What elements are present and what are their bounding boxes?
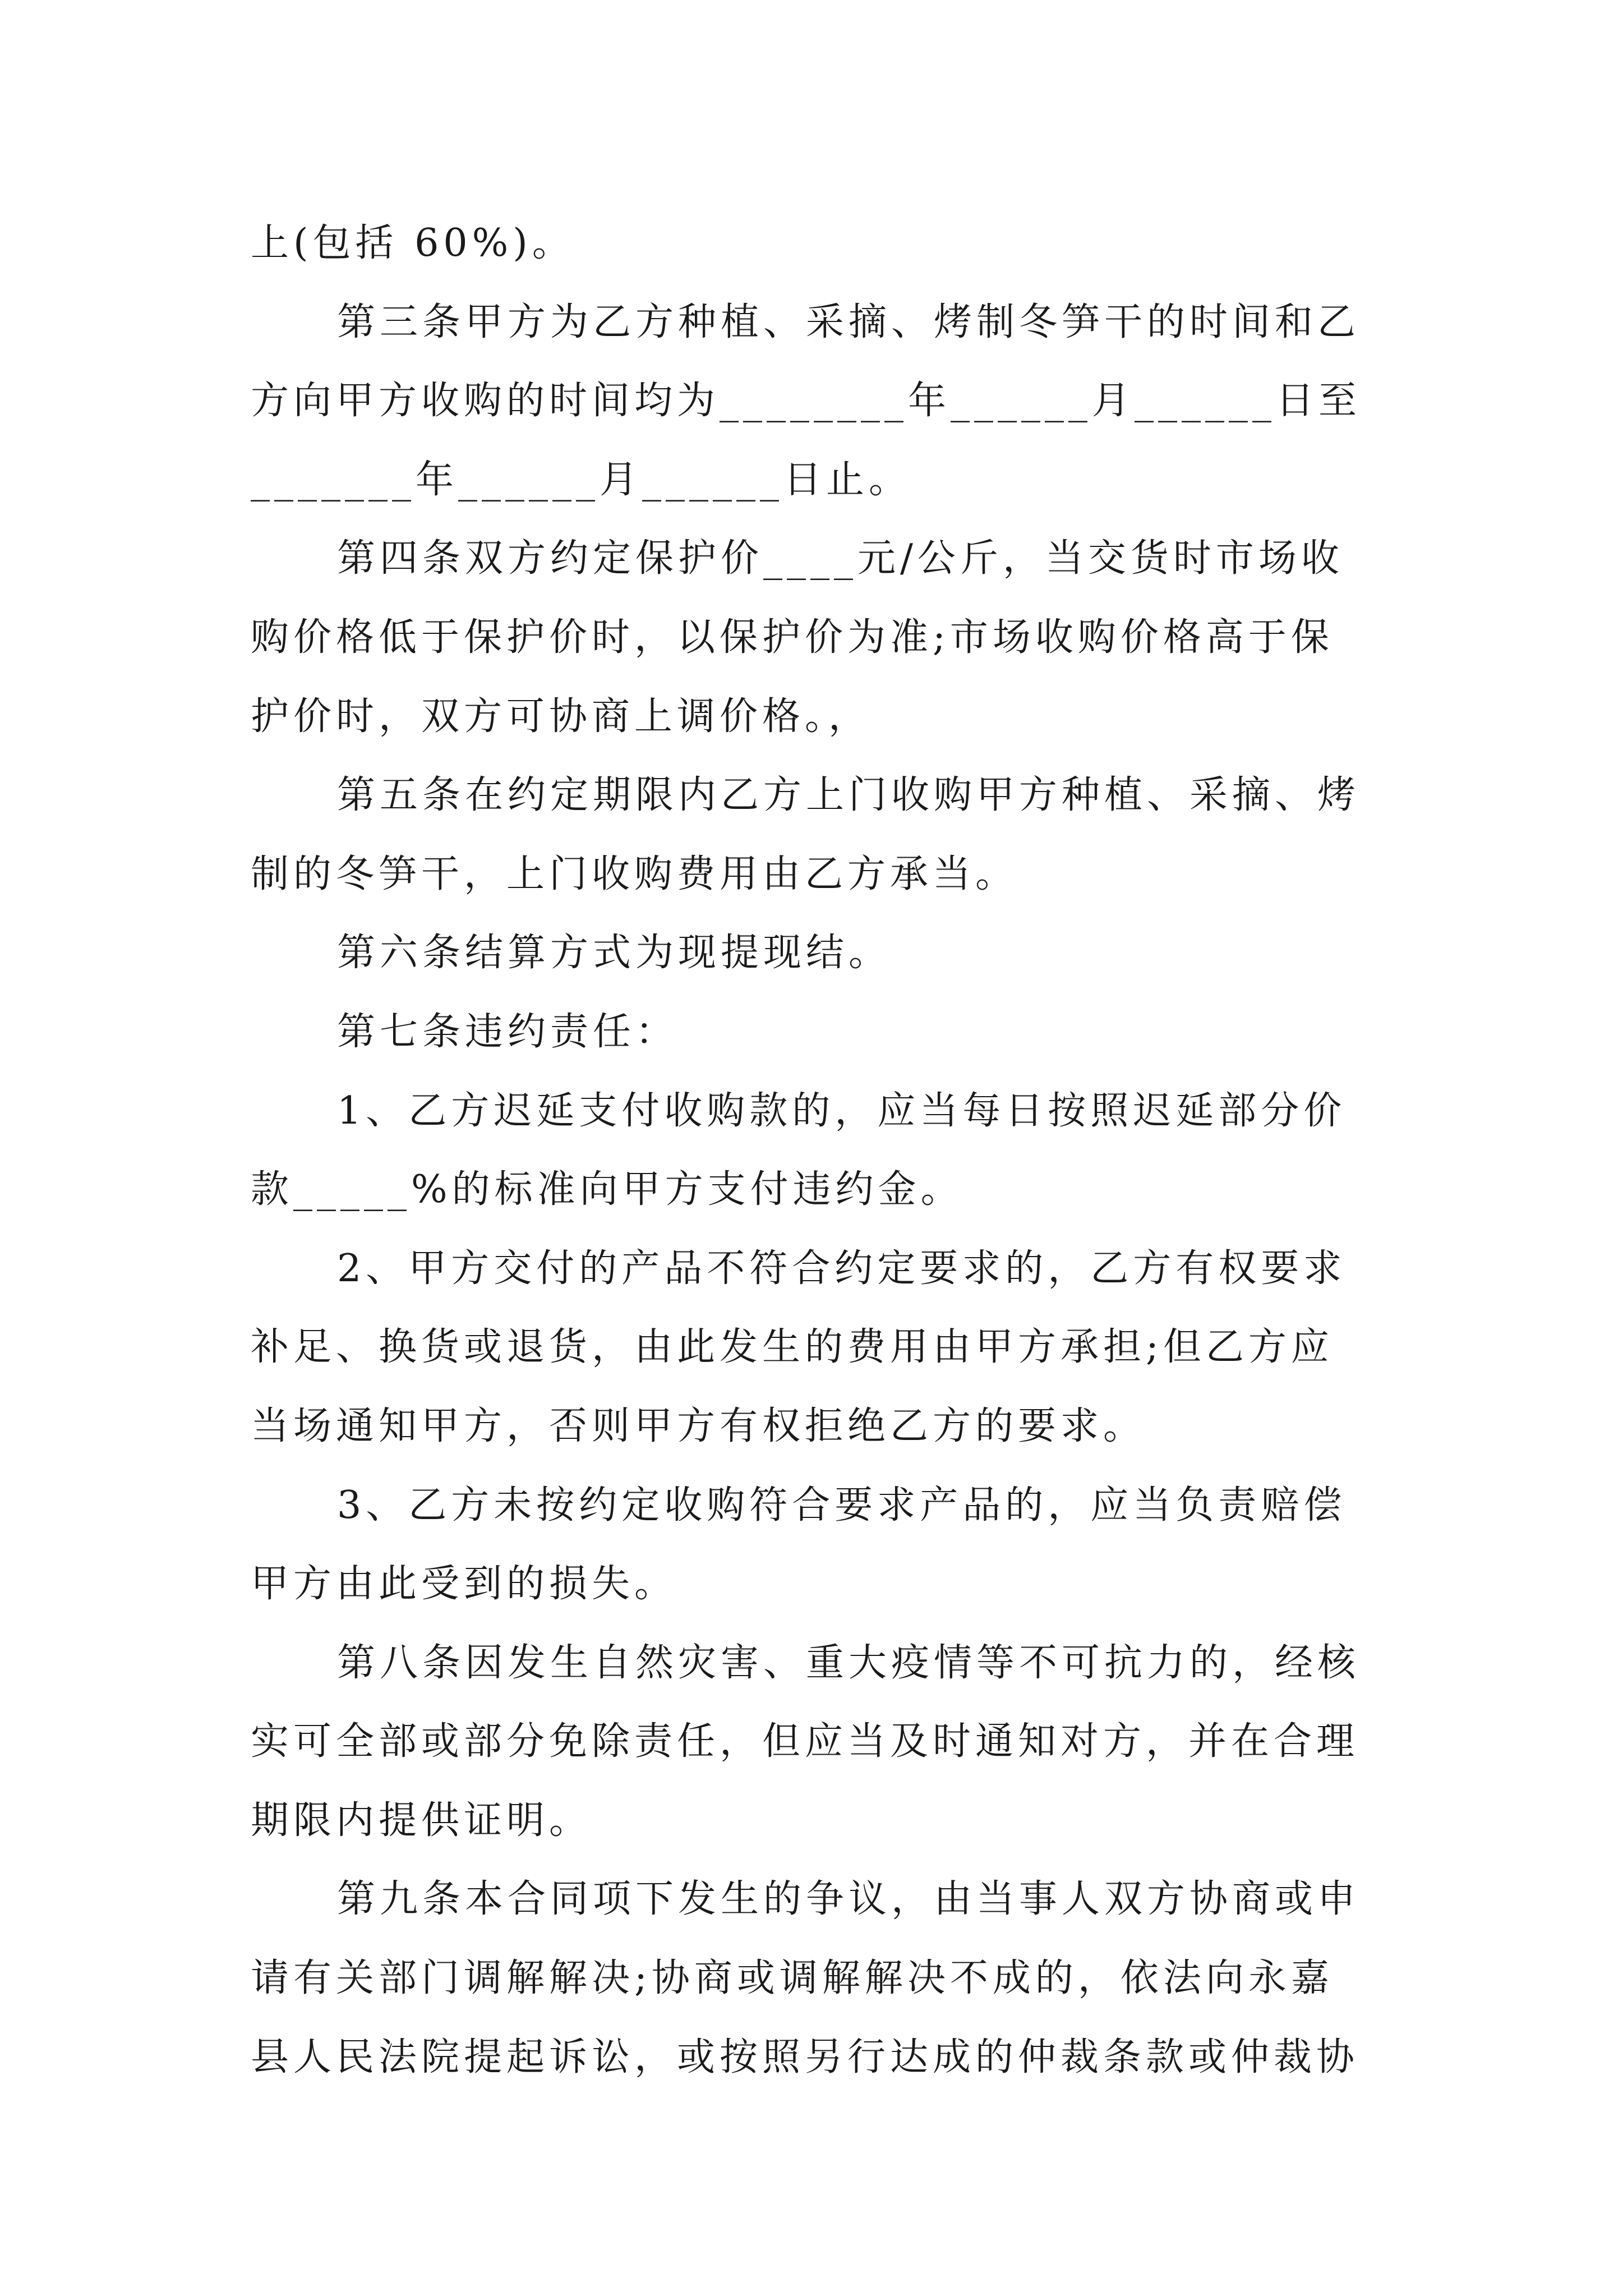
text-line: 款_____%的标准向甲方支付违约金。 xyxy=(251,1167,963,1212)
text-line: 方向甲方收购的时间均为________年______月______日至 xyxy=(251,379,1362,424)
text-line: 期限内提供证明。 xyxy=(251,1798,592,1843)
text-line: 上(包括 60%)。 xyxy=(251,221,575,265)
text-line: 第四条双方约定保护价____元/公斤，当交货时市场收 xyxy=(337,536,1344,581)
text-line: 制的冬笋干，上门收购费用由乙方承当。 xyxy=(251,852,1018,896)
document-body xyxy=(251,204,1389,2097)
text-line: 第七条违约责任： xyxy=(337,1009,679,1054)
text-line: 实可全部或部分免除责任，但应当及时通知对方，并在合理 xyxy=(251,1719,1359,1764)
text-line: 第三条甲方为乙方种植、采摘、烤制冬笋干的时间和乙 xyxy=(337,300,1361,344)
text-line: _______年______月______日止。 xyxy=(251,457,912,502)
text-line: 请有关部门调解解决;协商或调解解决不成的，依法向永嘉 xyxy=(251,1956,1334,2001)
text-line: 3、乙方未按约定收购符合要求产品的，应当负责赔偿 xyxy=(337,1483,1347,1527)
text-line: 第九条本合同项下发生的争议，由当事人双方协商或申 xyxy=(337,1877,1361,1922)
text-line: 县人民法院提起诉讼，或按照另行达成的仲裁条款或仲裁协 xyxy=(251,2035,1359,2079)
text-line: 甲方由此受到的损失。 xyxy=(251,1562,677,1607)
text-line: 当场通知甲方，否则甲方有权拒绝乙方的要求。 xyxy=(251,1404,1146,1448)
text-line: 补足、换货或退货，由此发生的费用由甲方承担;但乙方应 xyxy=(251,1325,1334,1370)
text-line: 第六条结算方式为现提现结。 xyxy=(337,931,892,976)
text-line: 第八条因发生自然灾害、重大疫情等不可抗力的，经核 xyxy=(337,1640,1361,1685)
text-line: 购价格低于保护价时，以保护价为准;市场收购价格高于保 xyxy=(251,615,1334,660)
text-line: 2、甲方交付的产品不符合约定要求的，乙方有权要求 xyxy=(337,1246,1347,1291)
text-line: 第五条在约定期限内乙方上门收购甲方种植、采摘、烤 xyxy=(337,773,1361,818)
text-line: 护价时，双方可协商上调价格。， xyxy=(251,694,872,739)
text-line: 1、乙方迟延支付收购款的，应当每日按照迟延部分价 xyxy=(337,1088,1347,1133)
